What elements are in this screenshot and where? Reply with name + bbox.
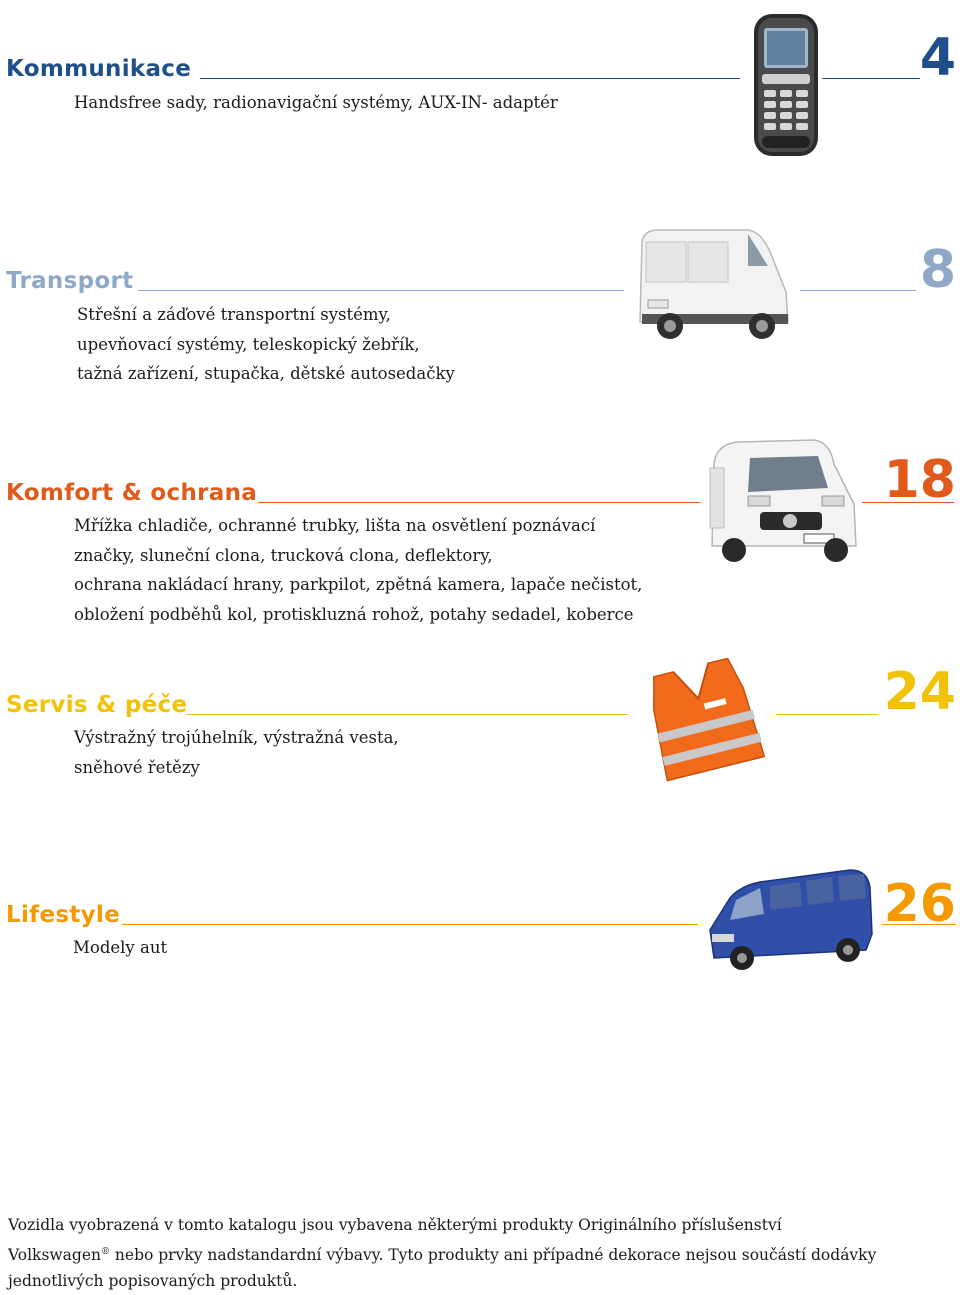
safety-vest-icon xyxy=(636,658,772,784)
title-rule xyxy=(138,290,624,291)
section-title: Kommunikace xyxy=(6,56,192,82)
blue-van-model-icon xyxy=(700,864,880,976)
footer-line: jednotlivých popisovaných produktů. xyxy=(8,1272,298,1291)
footer-line xyxy=(8,1239,948,1269)
section-description xyxy=(74,511,642,629)
page-number: 26 xyxy=(883,874,956,934)
section-komfort xyxy=(0,420,960,640)
page-number: 24 xyxy=(883,662,956,722)
description-line: Výstražný trojúhelník, výstražná vesta, xyxy=(74,728,399,747)
section-description xyxy=(74,88,558,118)
footer-text: nebo prvky nadstandardní výbavy. Tyto produkty ani případné dekorace nejsou součástí dodávky xyxy=(110,1245,877,1264)
description-line: Handsfree sady, radionavigační systémy, AUX-IN- adaptér xyxy=(74,93,558,112)
footer-line: Vozidla vyobrazená v tomto katalogu jsou vybavena některými produkty Originálního příslušenství xyxy=(8,1216,782,1234)
title-rule xyxy=(186,714,628,715)
section-description xyxy=(74,723,399,782)
description-line: Střešní a záďové transportní systémy, xyxy=(77,305,391,324)
section-title: Transport xyxy=(6,268,134,294)
title-rule xyxy=(122,924,698,925)
number-rule xyxy=(822,78,920,79)
description-line: značky, sluneční clona, trucková clona, deflektory, xyxy=(74,545,493,565)
registered-mark: ® xyxy=(101,1246,110,1257)
title-rule xyxy=(200,78,740,79)
description-line: tažná zařízení, stupačka, dětské autosedačky xyxy=(77,364,455,383)
footer-disclaimer xyxy=(8,1212,948,1295)
section-title: Komfort & ochrana xyxy=(6,480,258,506)
description-line: sněhové řetězy xyxy=(74,757,200,777)
section-lifestyle xyxy=(0,850,960,1030)
white-van-front-icon xyxy=(704,434,862,568)
description-line: Modely aut xyxy=(73,938,168,957)
section-kommunikace xyxy=(0,0,960,200)
description-line: Mřížka chladiče, ochranné trubky, lišta na osvětlení poznávací xyxy=(74,516,596,535)
number-rule xyxy=(776,714,878,715)
brand-name: Volkswagen xyxy=(8,1245,101,1264)
page-number: 8 xyxy=(919,240,956,300)
section-transport xyxy=(0,200,960,420)
section-title: Servis & péče xyxy=(6,692,188,718)
description-line: ochrana nakládací hrany, parkpilot, zpětná kamera, lapače nečistot, xyxy=(74,575,643,594)
white-van-icon xyxy=(628,222,798,346)
section-title: Lifestyle xyxy=(6,902,121,928)
mobile-phone-icon xyxy=(748,10,824,160)
section-description xyxy=(77,300,455,389)
page-number: 4 xyxy=(919,28,956,88)
number-rule xyxy=(800,290,916,291)
description-line: obložení podběhů kol, protiskluzná rohož, potahy sedadel, koberce xyxy=(74,604,634,624)
section-description xyxy=(73,933,167,963)
title-rule xyxy=(258,502,700,503)
page-number: 18 xyxy=(883,450,956,510)
section-servis xyxy=(0,640,960,850)
description-line: upevňovací systémy, teleskopický žebřík, xyxy=(77,334,420,354)
